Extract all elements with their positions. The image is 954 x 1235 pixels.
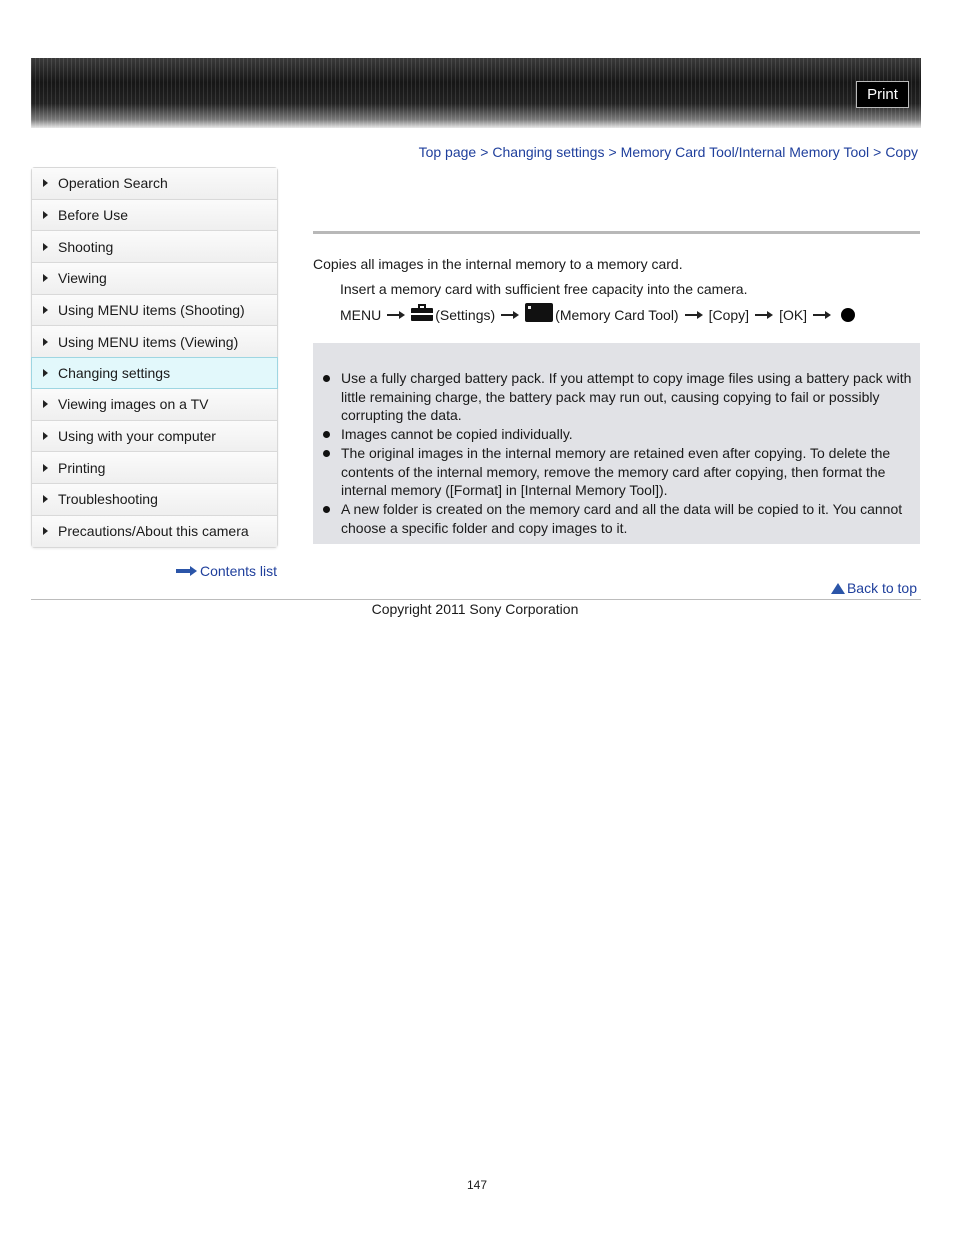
triangle-right-icon <box>43 179 48 187</box>
triangle-right-icon <box>43 274 48 282</box>
center-button-icon <box>841 308 855 322</box>
sidebar-item-before-use[interactable] <box>32 200 277 232</box>
contents-list-label: Contents list <box>200 563 278 579</box>
sidebar-item-troubleshooting[interactable] <box>32 484 277 516</box>
breadcrumb-memory-card-tool[interactable]: Memory Card Tool/Internal Memory Tool <box>620 144 870 160</box>
note-item <box>313 444 920 500</box>
toolbox-settings-icon <box>411 303 433 321</box>
sidebar-item-menu-shooting[interactable] <box>32 295 277 327</box>
memory-card-tool-label: (Memory Card Tool) <box>555 307 679 323</box>
back-to-top-label: Back to top <box>846 580 917 596</box>
memory-card-icon <box>525 303 553 322</box>
triangle-right-icon <box>43 527 48 535</box>
sidebar-nav <box>31 167 278 548</box>
breadcrumb-separator: > <box>480 144 489 160</box>
print-button[interactable]: Print <box>856 81 909 108</box>
back-to-top-link[interactable] <box>831 580 917 596</box>
sidebar-item-viewing[interactable] <box>32 263 277 295</box>
sidebar-item-label: Viewing images on a TV <box>58 396 209 413</box>
header-banner <box>31 58 921 128</box>
breadcrumb <box>419 144 918 160</box>
sidebar-item-menu-viewing[interactable] <box>32 326 277 358</box>
sidebar-item-changing-settings[interactable] <box>31 357 278 389</box>
ok-label: [OK] <box>779 307 808 323</box>
triangle-right-icon <box>43 432 48 440</box>
sidebar-item-label: Viewing <box>58 270 107 287</box>
breadcrumb-separator: > <box>608 144 617 160</box>
sidebar-item-shooting[interactable] <box>32 231 277 263</box>
triangle-right-icon <box>43 464 48 472</box>
menu-label: MENU <box>340 307 382 323</box>
bullet-icon <box>323 506 330 513</box>
title-divider <box>313 231 920 234</box>
sidebar-item-label: Operation Search <box>58 175 168 192</box>
contents-list-link[interactable] <box>176 563 277 579</box>
sidebar-item-label: Precautions/About this camera <box>58 523 249 540</box>
notes-list <box>313 369 920 538</box>
sidebar-item-printing[interactable] <box>32 452 277 484</box>
footer-divider <box>31 599 921 600</box>
note-text: Use a fully charged battery pack. If you attempt to copy image files using a battery pack with little remaining charge, the battery pack may run out, causing copying to fail or possibly corrupting the data. <box>341 370 912 424</box>
arrow-right-icon <box>501 311 519 319</box>
sidebar-item-label: Using MENU items (Shooting) <box>58 302 245 319</box>
breadcrumb-top-page[interactable]: Top page <box>418 144 477 160</box>
arrow-right-icon <box>813 311 831 319</box>
triangle-right-icon <box>43 369 48 377</box>
note-item <box>313 500 920 537</box>
triangle-right-icon <box>43 400 48 408</box>
triangle-right-icon <box>43 338 48 346</box>
breadcrumb-changing-settings[interactable]: Changing settings <box>492 144 605 160</box>
triangle-right-icon <box>43 211 48 219</box>
intro-text: Copies all images in the internal memory to a memory card. <box>313 256 683 272</box>
step-2 <box>340 302 855 328</box>
sidebar-item-label: Printing <box>58 459 106 476</box>
note-item <box>313 369 920 425</box>
page-number: 147 <box>466 1178 488 1192</box>
arrow-right-icon <box>387 311 405 319</box>
triangle-right-icon <box>43 243 48 251</box>
copyright-text: Copyright 2011 Sony Corporation <box>371 601 579 617</box>
sidebar-item-label: Changing settings <box>58 364 171 381</box>
sidebar-item-viewing-tv[interactable] <box>32 389 277 421</box>
sidebar-item-precautions[interactable] <box>32 516 277 548</box>
settings-label: (Settings) <box>435 307 496 323</box>
note-text: A new folder is created on the memory card and all the data will be copied to it. You cannot choose a specific folder and copy images to it. <box>341 501 903 536</box>
breadcrumb-separator: > <box>873 144 882 160</box>
bullet-icon <box>323 431 330 438</box>
notes-box <box>313 343 920 544</box>
note-item <box>313 425 920 444</box>
arrow-right-icon <box>755 311 773 319</box>
note-text: Images cannot be copied individually. <box>341 426 573 443</box>
triangle-up-icon <box>831 583 845 594</box>
sidebar-item-operation-search[interactable] <box>32 168 277 200</box>
sidebar-item-label: Using with your computer <box>58 427 216 444</box>
bullet-icon <box>323 450 330 457</box>
sidebar-item-computer[interactable] <box>32 421 277 453</box>
sidebar-item-label: Troubleshooting <box>58 491 158 508</box>
triangle-right-icon <box>43 495 48 503</box>
note-text: The original images in the internal memory are retained even after copying. To delete the contents of the internal memory, remove the memory card after copying, then format the internal memory ([Format] in [Internal Memory Tool]). <box>341 445 891 499</box>
sidebar-item-label: Using MENU items (Viewing) <box>58 333 239 350</box>
arrow-right-icon <box>685 311 703 319</box>
triangle-right-icon <box>43 306 48 314</box>
arrow-right-icon <box>176 566 198 576</box>
breadcrumb-copy[interactable]: Copy <box>885 144 918 160</box>
step-1: Insert a memory card with sufficient free capacity into the camera. <box>340 281 748 297</box>
copy-label: [Copy] <box>708 307 750 323</box>
bullet-icon <box>323 375 330 382</box>
sidebar-item-label: Before Use <box>58 207 129 224</box>
sidebar-item-label: Shooting <box>58 238 114 255</box>
